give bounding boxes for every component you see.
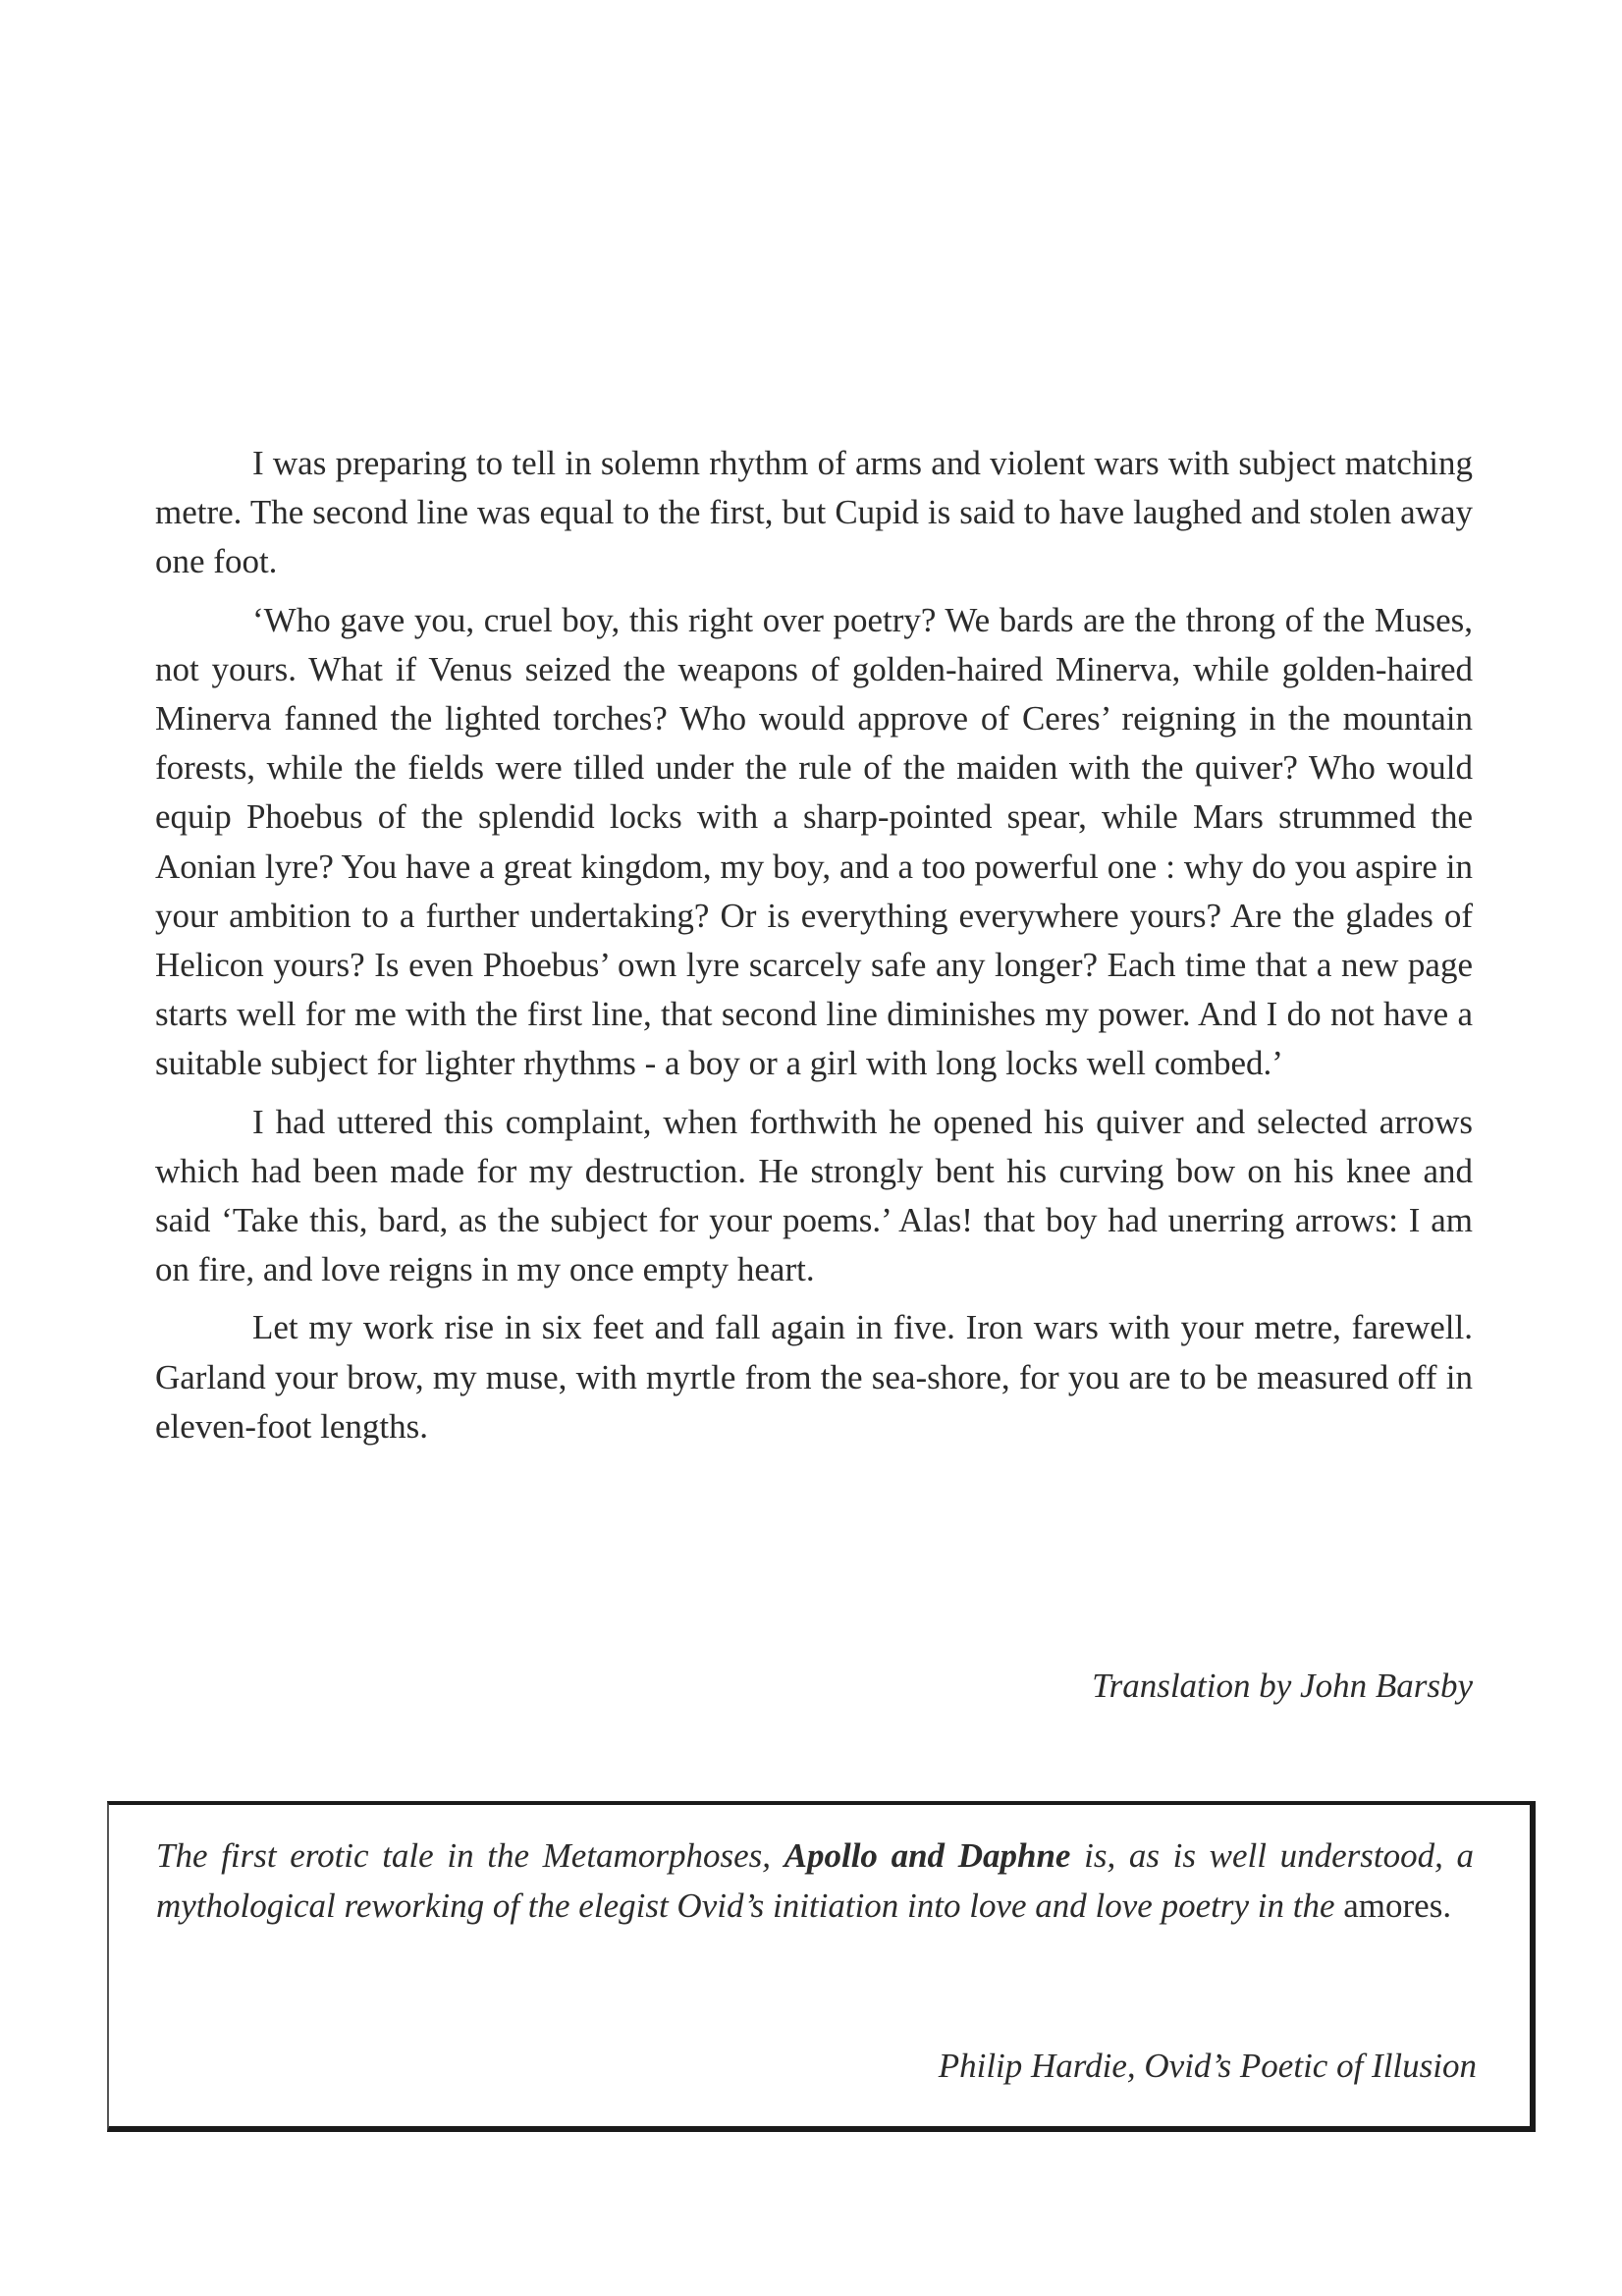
quote-bold-title: Apollo and Daphne <box>784 1836 1071 1875</box>
quote-box <box>107 1801 1536 2132</box>
paragraph-1: I was preparing to tell in solemn rhythm of arms and violent wars with subject matching metre. The second line was equal to the first, but Cupid is said to have laughed and stolen away one foot. <box>155 444 1473 581</box>
quote-source: Philip Hardie, Ovid’s Poetic of Illusion <box>938 2047 1477 2085</box>
translation-text <box>155 439 1473 1460</box>
paragraph-2: ‘Who gave you, cruel boy, this right over poetry? We bards are the throng of the Muses, not yours. What if Venus seized the weapons of golden-haired Minerva, while golden-haired Minerva fanned the lighted torches? Who would approve of Ceres’ reigning in the mountain forests, while the fields were tilled under the rule of the maiden with the quiver? Who would equip Phoebus of the splendid locks with a sharp-pointed spear, while Mars strummed the Aonian lyre? You have a great kingdom, my boy, and a too powerful one : why do you aspire in your ambition to a further undertaking? Or is everything everywhere yours? Are the glades of Helicon yours? Is even Phoebus’ own lyre scarcely safe any longer? Each time that a new page starts well for me with the first line, that second line diminishes my power. And I do not have a suitable subject for lighter rhythms - a boy or a girl with long locks well combed.’ <box>155 600 1473 1083</box>
quote-part-3: amores. <box>1343 1886 1452 1925</box>
paragraph-3: I had uttered this complaint, when forthwith he opened his quiver and selected arrows which had been made for my destruction. He strongly bent his curving bow on his knee and said ‘Take this, bard, as the subject for your poems.’ Alas! that boy had unerring arrows: I am on fire, and love reigns in my once empty heart. <box>155 1102 1473 1289</box>
translation-credit: Translation by John Barsby <box>1092 1667 1473 1705</box>
quote-part-2: is, as is well understood, a mythological reworking of the elegist Ovid’s initiation into love and love poetry in the <box>156 1836 1475 1925</box>
paragraph-4: Let my work rise in six feet and fall again in five. Iron wars with your metre, farewell. Garland your brow, my muse, with myrtle from the sea-shore, for you are to be measured off in eleven-foot lengths. <box>155 1308 1473 1446</box>
quote-part-1: The first erotic tale in the Metamorphoses, <box>156 1836 784 1875</box>
quote-text <box>156 1831 1474 1931</box>
